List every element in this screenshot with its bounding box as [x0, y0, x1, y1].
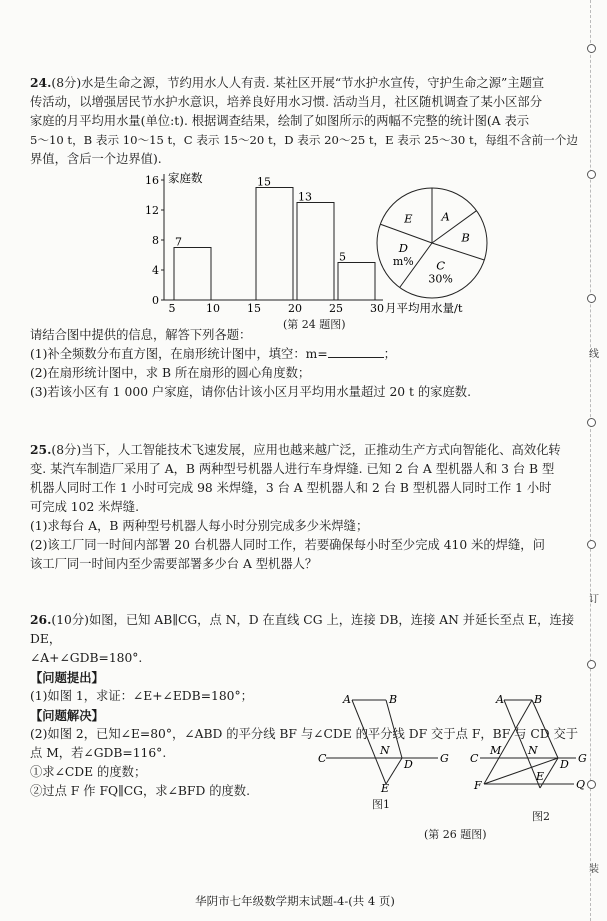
- point-label: B: [389, 693, 398, 706]
- q25-number: 25.: [30, 442, 52, 457]
- x-tick-label: 30: [370, 302, 384, 315]
- line-ae: [352, 700, 386, 784]
- histogram-bar: [174, 248, 211, 301]
- q25-line: 当下，人工智能技术飞速发展，应用也越来越广泛，正推动生产方式向智能化、高效化转: [81, 443, 561, 457]
- pie-slice-label: D: [398, 240, 408, 255]
- q26-sub1: (1)如图 1，求证：∠E+∠EDB=180°；: [30, 689, 253, 703]
- q24-line: 水是生命之源，节约用水人人有责. 某社区开展“节水护水宣传，守护生命之源”主题宣: [81, 76, 545, 90]
- q24-sub1-text: (1)补全频数分布直方图，在扇形统计图中，填空：m=: [30, 347, 328, 361]
- fig1-label: 图1: [372, 798, 390, 811]
- x-tick-label: 20: [288, 302, 302, 315]
- q26-item2: ②过点 F 作 FQ∥CG，求∠BFD 的度数.: [30, 784, 251, 798]
- point-label: D: [404, 758, 413, 771]
- bar-value-label: 15: [257, 175, 271, 189]
- y-tick-label: 16: [145, 174, 159, 187]
- pie-slice-edge: [432, 243, 484, 260]
- point-label: C: [470, 752, 479, 765]
- point-label: E: [381, 782, 390, 795]
- q24-line: 传活动，以增强居民节水护水意识，培养良好用水习惯. 活动当月，社区随机调查了某小区部分: [30, 95, 542, 109]
- q24-prompt: 请结合图中提供的信息，解答下列各题：: [30, 328, 252, 342]
- pie-slice-edge: [432, 211, 476, 243]
- point-label: A: [496, 693, 504, 706]
- point-label: E: [536, 770, 545, 783]
- x-axis-label: 月平均用水量/t: [385, 301, 463, 315]
- question-25: [30, 440, 582, 574]
- q24-line: 家庭的月平均用水量(单位:t). 根据调查结果，绘制了如图所示的两幅不完整的统计图(A 表示: [30, 114, 530, 128]
- bar-value-label: 7: [175, 235, 182, 249]
- q25-line: (1)求每台 A，B 两种型号机器人每小时分别完成多少米焊缝；: [30, 519, 369, 533]
- point-label: G: [440, 752, 449, 765]
- pie-slice-value: 30%: [428, 272, 453, 286]
- q24-subquestions: [30, 326, 582, 402]
- q26-heading-1: 【问题提出】: [30, 670, 104, 685]
- point-label: G: [578, 752, 587, 765]
- q24-sub1: [30, 345, 582, 364]
- line-bf: [484, 700, 532, 784]
- page-footer: 华阴市七年级数学期末试题-4-(共 4 页): [195, 894, 395, 908]
- q24-points: (8分): [51, 76, 82, 90]
- binding-mark: 线: [589, 349, 599, 360]
- y-tick-label: 0: [152, 294, 159, 307]
- q25-line: 该工厂同一时间内至少需要部署多少台 A 型机器人？: [30, 557, 318, 571]
- histogram-bar: [338, 263, 375, 301]
- q25-line: (2)该工厂同一时间内部署 20 台机器人同时工作，若要确保每小时至少完成 410 米的焊缝，问: [30, 538, 545, 552]
- point-label: N: [380, 744, 390, 757]
- q26-figure-caption: (第 26 题图): [424, 828, 487, 841]
- point-label: M: [490, 744, 502, 757]
- geometry-figure-2: [470, 692, 588, 802]
- histogram-bar: [297, 203, 334, 301]
- y-tick-label: 12: [145, 204, 159, 217]
- q25-line-1: [30, 440, 582, 460]
- q26-line-1: [30, 610, 582, 649]
- binding-hole: [587, 294, 596, 303]
- q25-line: 变. 某汽车制造厂采用了 A，B 两种型号机器人进行车身焊缝. 已知 2 台 A 型机器人和 3 台 B 型: [30, 462, 555, 476]
- q25-line: 机器人同时工作 1 小时可完成 98 米焊缝，3 台 A 型机器人和 2 台 B 型机器人同时工作 1 小时: [30, 481, 552, 495]
- q24-text-line-1: [30, 73, 582, 93]
- pie-slice-label: A: [441, 209, 450, 224]
- pie-slice-label: E: [404, 211, 413, 226]
- point-label: D: [560, 758, 569, 771]
- pie-slice-value: m%: [392, 254, 414, 268]
- binding-hole: [587, 780, 596, 789]
- pie-slice-label: C: [436, 258, 446, 273]
- point-label: Q: [576, 778, 586, 791]
- q24-sub1-suffix: ；: [383, 347, 396, 361]
- y-tick-label: 4: [152, 264, 159, 277]
- q26-line: 如图，已知 AB∥CG，点 N，D 在直线 CG 上，连接 DB，连接 AN 并延长至点 E，连接 DE，: [30, 613, 575, 646]
- histogram-bar: [256, 188, 293, 301]
- binding-margin: [590, 0, 607, 921]
- q26-points: (10分): [51, 613, 89, 627]
- q25-line: 可完成 102 米焊缝.: [30, 500, 139, 514]
- q26-number: 26.: [30, 612, 52, 627]
- pie-slice-label: B: [461, 230, 470, 245]
- q24-sub3: (3)若该小区有 1 000 户家庭，请你估计该小区月平均用水量超过 20 t 的家庭数.: [30, 385, 471, 399]
- y-axis-label: 家庭数: [168, 171, 203, 185]
- q26-item1: ①求∠CDE 的度数；: [30, 765, 147, 779]
- line-de: [386, 758, 402, 784]
- x-tick-label: 5: [168, 302, 176, 315]
- q26-sub2b: 点 M，若∠GDB=116°.: [30, 746, 167, 760]
- point-label: N: [528, 744, 538, 757]
- binding-hole: [587, 170, 596, 179]
- q26-line: ∠A+∠GDB=180°.: [30, 651, 143, 665]
- bar-value-label: 13: [298, 190, 312, 204]
- bar-value-label: 5: [339, 250, 346, 264]
- binding-hole: [587, 44, 596, 53]
- point-label: A: [343, 693, 351, 706]
- fig2-label: 图2: [532, 810, 550, 823]
- histogram-chart: [136, 168, 463, 318]
- q26-sub2a: (2)如图 2，已知∠E=80°，∠ABD 的平分线 BF 与∠CDE 的平分线 DF 交于点 F，BF 与 CD 交于: [30, 727, 579, 741]
- q26-heading-2: 【问题解决】: [30, 708, 104, 723]
- pie-chart: [372, 183, 492, 303]
- answer-blank[interactable]: [328, 345, 384, 358]
- point-label: F: [474, 779, 482, 792]
- binding-hole: [587, 540, 596, 549]
- point-label: B: [534, 693, 543, 706]
- q24-number: 24.: [30, 75, 52, 90]
- x-tick-label: 15: [247, 302, 261, 315]
- binding-mark: 装: [589, 864, 599, 875]
- q25-points: (8分): [51, 443, 82, 457]
- q24-sub2: (2)在扇形统计图中，求 B 所在扇形的圆心角度数；: [30, 366, 311, 380]
- binding-hole: [587, 418, 596, 427]
- line-df: [484, 758, 558, 784]
- x-tick-label: 10: [206, 302, 220, 315]
- question-24: [30, 73, 582, 169]
- q24-line: 界值，含后一个边界值).: [30, 152, 162, 166]
- q24-line: 5～10 t，B 表示 10～15 t，C 表示 15～20 t，D 表示 20～25 t，E 表示 25～30 t，每组不含前一个边: [30, 133, 578, 147]
- binding-hole: [587, 660, 596, 669]
- q24-figure-caption: (第 24 题图): [283, 318, 346, 331]
- binding-mark: 订: [589, 594, 599, 605]
- x-tick-label: 25: [329, 302, 343, 315]
- geometry-figure-1: [318, 692, 449, 795]
- point-label: C: [318, 752, 327, 765]
- y-tick-label: 8: [152, 234, 159, 247]
